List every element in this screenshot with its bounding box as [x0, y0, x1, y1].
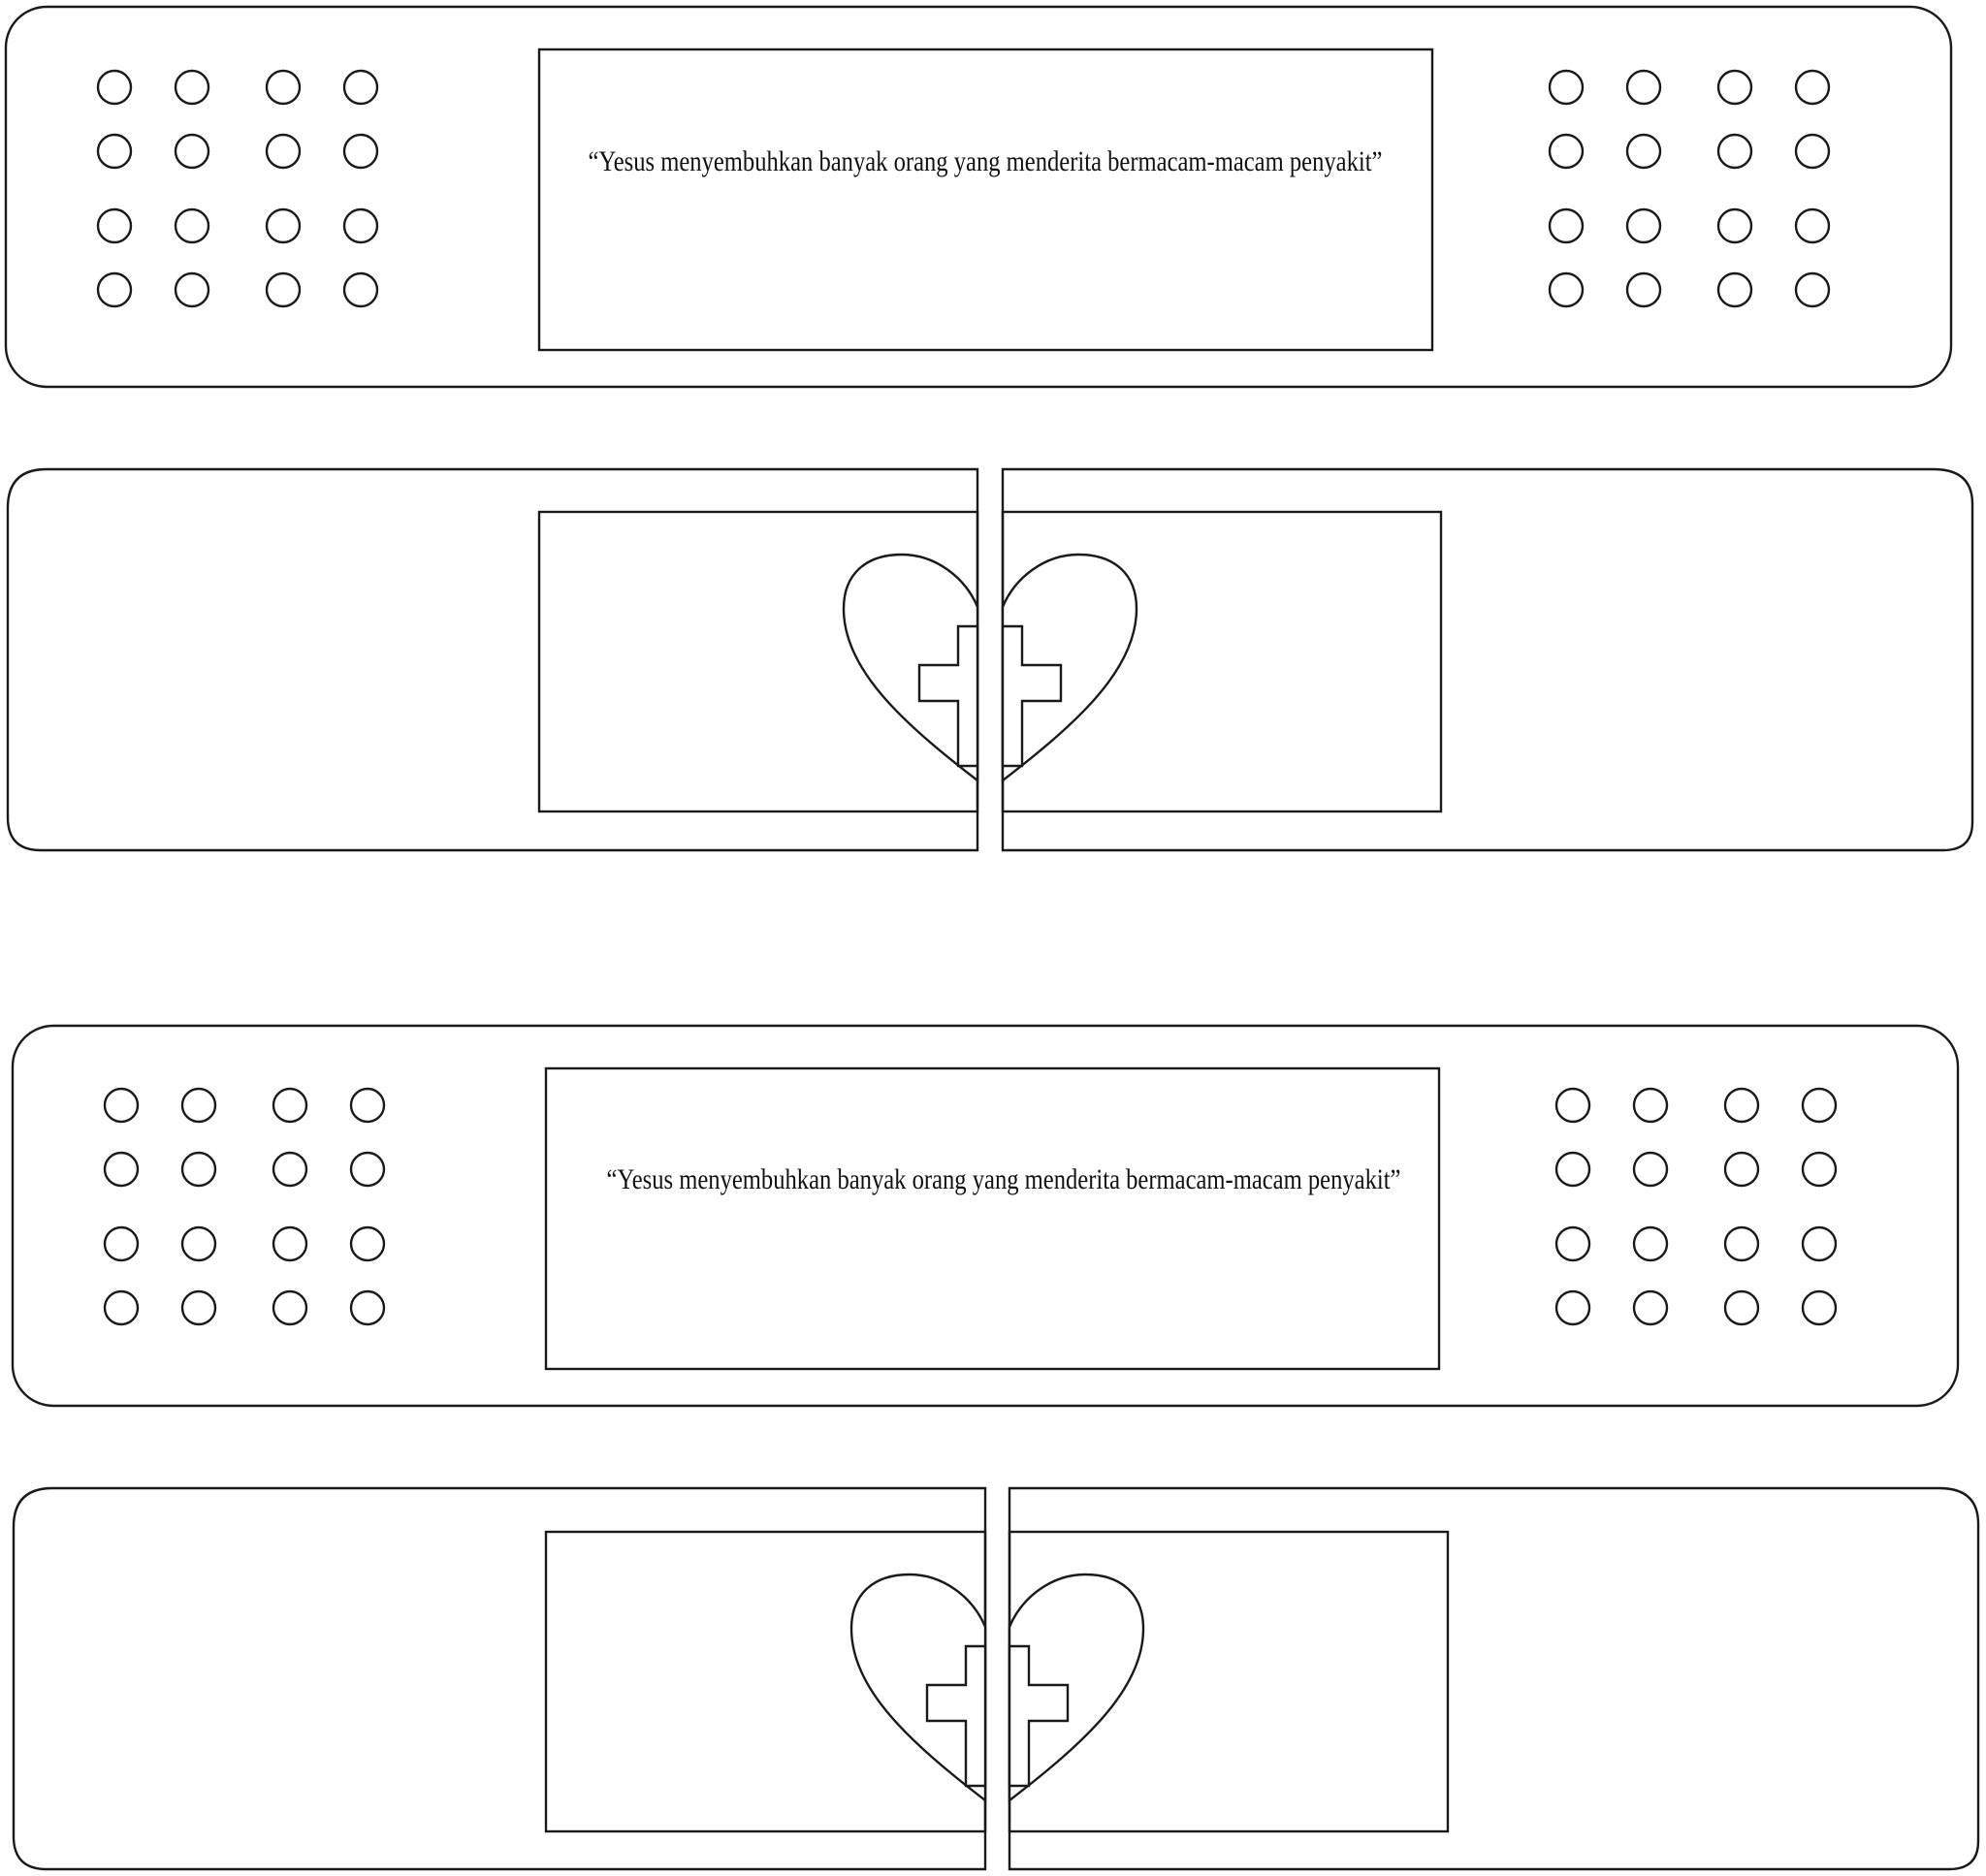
- bandage-quote: “Yesus menyembuhkan banyak orang yang menderita bermacam-macam penyakit”: [588, 144, 1383, 177]
- bandage-quote: “Yesus menyembuhkan banyak orang yang menderita bermacam-macam penyakit”: [606, 1162, 1401, 1195]
